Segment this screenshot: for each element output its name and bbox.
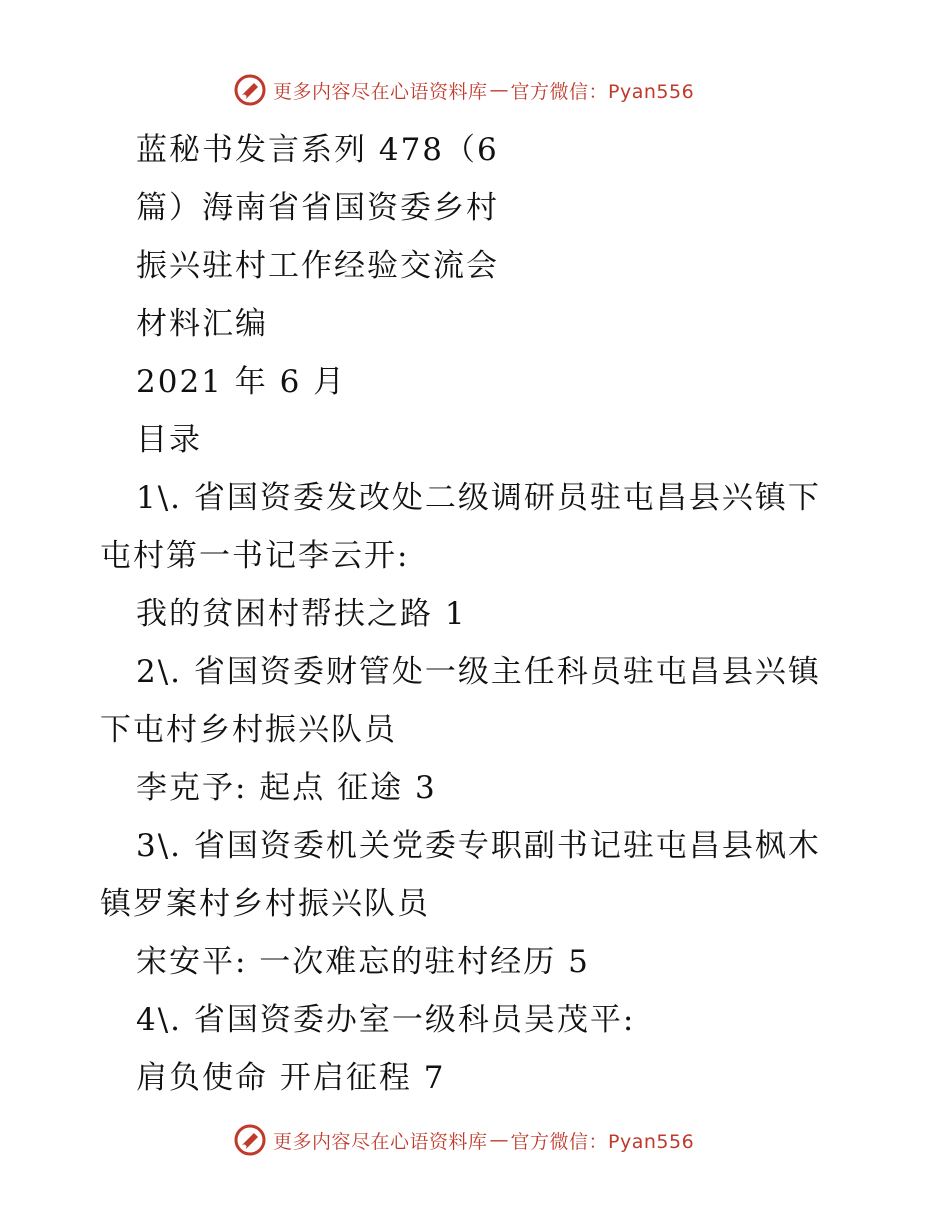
title-line-2: 篇）海南省省国资委乡村 <box>136 190 499 226</box>
toc-item-2-line-1: 2\. 省国资委财管处一级主任科员驻屯昌县兴镇 <box>136 654 821 690</box>
watermark-text: 更多内容尽在心语资料库 <box>273 1130 488 1153</box>
watermark-text: 更多内容尽在心语资料库 <box>273 80 488 103</box>
toc-item-4-title: 肩负使命 开启征程 7 <box>136 1060 446 1096</box>
date-line: 2021 年 6 月 <box>136 364 347 400</box>
document-body <box>100 121 860 1107</box>
toc-heading: 目录 <box>136 422 202 458</box>
toc-item-3-title: 宋安平: 一次难忘的驻村经历 5 <box>136 944 590 980</box>
toc-item-2-line-2: 下屯村乡村振兴队员 <box>100 712 397 748</box>
watermark-separator: — <box>489 79 509 101</box>
watermark-contact: 官方微信：Pyan556 <box>510 80 695 103</box>
watermark-separator: — <box>489 1129 509 1151</box>
toc-item-1-line-1: 1\. 省国资委发改处二级调研员驻屯昌县兴镇下 <box>136 480 821 516</box>
toc-item-3-line-1: 3\. 省国资委机关党委专职副书记驻屯昌县枫木 <box>136 828 821 864</box>
toc-item-1-title: 我的贫困村帮扶之路 1 <box>136 596 467 632</box>
watermark-banner-bottom <box>233 1122 694 1158</box>
toc-item-4-line-1: 4\. 省国资委办室一级科员吴茂平: <box>136 1002 636 1038</box>
watermark-contact: 官方微信：Pyan556 <box>510 1130 695 1153</box>
brand-logo-icon <box>233 73 267 107</box>
title-line-4: 材料汇编 <box>136 306 268 342</box>
title-line-3: 振兴驻村工作经验交流会 <box>136 248 499 284</box>
brand-logo-icon <box>233 1123 267 1157</box>
watermark-banner-top <box>233 72 694 108</box>
toc-item-2-title: 李克予: 起点 征途 3 <box>136 770 437 806</box>
title-line-1: 蓝秘书发言系列 478（6 <box>136 132 499 168</box>
toc-item-3-line-2: 镇罗案村乡村振兴队员 <box>100 886 430 922</box>
toc-item-1-line-2: 屯村第一书记李云开: <box>100 538 410 574</box>
